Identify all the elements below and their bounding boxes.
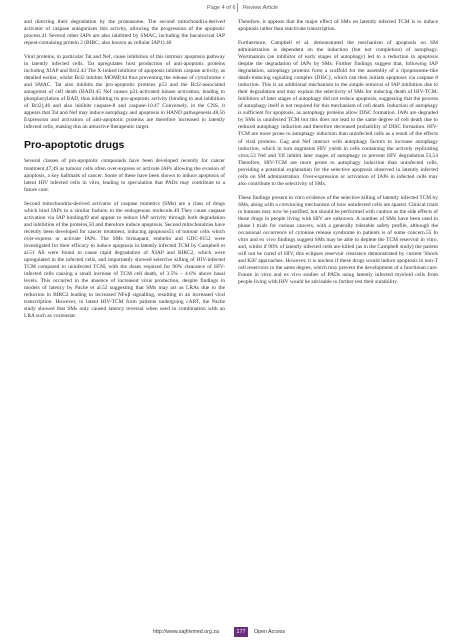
journal-url-link[interactable]: http://www.sajhivmed.org.za	[153, 629, 219, 635]
section-label: Review Article	[243, 5, 279, 11]
page-header	[0, 0, 453, 18]
page-indicator: Page 4 of 6	[207, 5, 236, 11]
paragraph: These findings present in vitro evidence of the selective killing of latently infected TCM by SMs, along with a convincing mechanism of how uninfected cells are spared. Clinical trials in humans may now be justified, but should be performed with caution as the side effects of these drugs in people living with HIV are unknown. A number of SMs have been used in phase I trials for various cancers, with a generally tolerable safety profile, although the occasional occurrence of cytokine release syndrome in patients is of some concern.55 In vitro and ex vivo findings suggest SMs may be able to deplete the TCM reservoir in vitro, and, whilst if 90% of latently infected cells are killed (as in the Campbell study) the patient will not be cured of HIV, this eclipses reservoir clearance demonstrated by current 'Shock and Kill' approaches. However, it is unclear if these drugs would induce apoptosis in non-T cell reservoirs to the same degree, which may prevent the development of a functional cure. Future in vitro and ex vivo studies of PADs using latently infected myeloid cells from people living with HIV would be advisable to further test their suitability.	[238, 194, 438, 286]
paragraph: and directing their degradation by the proteasome. The second mitochondria-derived activator of caspase antagonizes this activity, allowing the progression of the apoptotic process.41 Several other IAPs are also inhibited by SMAC, including the baculoviral IAP repeat-containing protein 2 (BIRC, also known as cellular IAP1).40	[24, 19, 225, 47]
left-column	[24, 19, 225, 327]
paragraph: Furthermore, Campbell et al. demonstrated the mechanism of apoptosis on SM administration is dependent on the induction (but not completion) of autophagy. Wortmannin (an inhibitor of early stages of autophagy) led to a reduction in apoptosis despite the degradation of IAPs by SMs. Further findings suggest that, following IAP degradation, autophagy proteins form a scaffold for the assembly of a ripoptosome-like death-inducing signaling complex (DISC), which can then initiate apoptosis via caspase 8 induction. This is an additional mechanism to the simple removal of IAP inhibition due to their degradation and may explain the selectivity of SMs for inducing death of HIV-TCM. Inhibitors of later stages of autophagy did not reduce apoptosis, suggesting that the process of autophagy itself is not required for this mechanism of cell death. Induction of autophagy is sufficient for apoptosis, as autophagy proteins allow DISC formation. IAPs are degraded by SMs in uninfected TCM but this does not lead to the same degree of cell death due to reduced autophagy induction and therefore decreased probability of DISC formation. HIV-TCM are more prone to autophagy induction than uninfected cells as a result of the effects of viral proteins. Gag and Nef interact with autophagy factors to increase autophagy induction, which in turn augments HIV yields in cells containing the actively replicating virus.53 Nef and Vif inhibit later stages of autophagy to prevent HIV degradation.53,54 Therefore, HIV-TCM are more prone to autophagy induction than uninfected cells, providing a potential explanation for the selective apoptosis observed in latently infected cells on SM administration. Over-expression or activation of IAPs in infected cells may also contribute to the selectivity of SMs.	[238, 40, 438, 187]
paragraph: Therefore, it appears that the major effect of SMs on latently infected TCM is to induce apoptosis rather than reactivate transcription.	[238, 19, 438, 33]
paragraph: Viral proteins, in particular Tat and Nef, cause inhibition of this intrinsic apoptosis pathway in latently infected cells. Tat upregulates host production of anti-apoptotic proteins including XIAP and Bcl2.43 The X-linked inhibitor of apoptosis inhibits caspase activity, as detailed earlier, whilst Bcl2 inhibits MOMP,44 thus preventing the release of cytochrome c and SMAC. Tat also inhibits the pro-apoptotic proteins p53 and the Bcl2-associated antagonist of cell death (BAD).45 Nef causes p21-activated kinase activation, leading to phosphorylation of BAD, thus inhibiting its pro-apoptotic activity (binding to and inhibition of Bcl2),46 and also inhibits caspase-8 and caspase-10.47 Conversely, in the CNS, it appears that Tat and Nef may induce autophagy and apoptosis in HAND pathogenesis.48,56 Expression and activation of anti-apoptotic proteins are therefore increased in latently infected cells, making this an attractive therapeutic target.	[24, 54, 225, 131]
paragraph: Several classes of pro-apoptotic compounds have been developed recently for cancer treatment,47,49 as tumour cells often over-express or activate IAPs allowing the evasion of apoptosis, a key hallmark of cancer. Some of these have been shown to induce apoptosis of latent HIV infected cells in vitro, leading to speculation that PADs may contribute to a future cure.	[24, 158, 225, 193]
right-column	[238, 19, 438, 293]
open-access-label: Open Access	[254, 629, 286, 635]
page-number: 177	[234, 627, 248, 637]
paragraph: Second mitochondria-derived activator of caspase mimetics (SMs) are a class of drugs which bind IAPs in a similar fashion to the endogenous molecule.49 They cause caspase activation via IAP binding49 and appear to reduce IAP activity through both degradation and inhibition of the proteins,50 and therefore induce apoptosis. Second mitochondrias have recently been developed for cancer treatment, inducing apoptosis51 of tumour cells which over-express or activate IAPs. The SMs birinapant, embelin and GDC-0152 were investigated for their efficacy to induce apoptosis in latently infected TCM by Campbell et al.51 All were found to cause rapid degradation of XIAP and BIRC2, which were upregulated in the infected cells, and importantly showed selective killing of HIV-infected TCM compared to uninfected TCM, with the doses required for 90% clearance of HIV-infected cells causing a small increase of TCM cell death, of 3.5% – 4.6% above basal levels. This occurred in the absence of increased virus production, despite findings in models of latency by Pache et al.52 suggesting that SMs may act as LRAs due to the reduction in BIRC2 leading to increased NFκβ signalling, resulting in an increased viral transcription. However, in latent HIV-TCM from patients undergoing cART, the Pache study showed that SMs only caused latency reversal when used in combination with an LRA such as vorinostat.	[24, 200, 225, 320]
section-heading: Pro-apoptotic drugs	[24, 139, 125, 152]
header-divider	[237, 3, 238, 12]
page-footer	[0, 627, 453, 639]
